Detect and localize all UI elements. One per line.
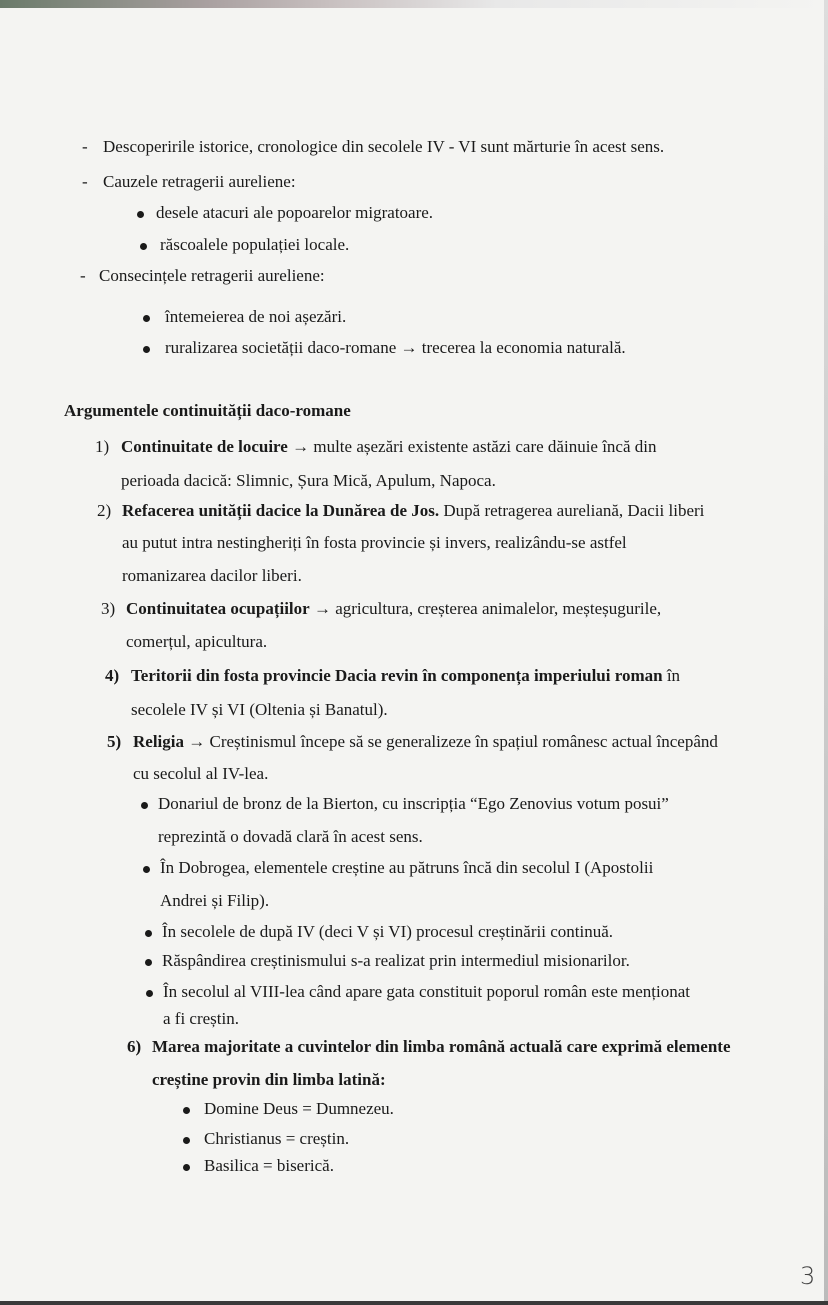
argument-cont: secolele IV și VI (Oltenia și Banatul). [131,700,388,719]
bullet-icon [183,1137,190,1144]
bullet-icon [140,243,147,250]
latin-word: Domine Deus = Dumnezeu. [204,1099,394,1118]
bullet-icon [143,346,150,353]
intro-bullet: întemeierea de noi așezări. [165,307,347,326]
argument-item [131,666,680,686]
scan-right-edge [824,0,828,1305]
bullet-icon [137,211,144,218]
argument-item [152,1037,731,1057]
argument-cont: creștine provin din limba latină: [152,1070,386,1089]
argument-title: Continuitate de locuire [121,437,288,456]
arg-number: 6) [127,1037,142,1056]
arg-number: 1) [95,437,110,456]
religion-bullet: În Dobrogea, elementele creștine au pătruns încă din secolul I (Apostolii [160,858,654,877]
argument-text: → multe așezări existente astăzi care dăinuie încă din [287,437,657,456]
dash-marker: - [82,172,88,191]
argument-item [126,599,661,619]
intro-bullet: ruralizarea societății daco-romane → trecerea la economia naturală. [165,338,626,357]
argument-title: Continuitatea ocupațiilor [126,599,310,618]
arg-number: 4) [105,666,120,685]
argument-title: Marea majoritate a cuvintelor din limba română actuală care exprimă elemente [152,1037,731,1056]
intro-line: Cauzele retragerii aureliene: [103,172,296,191]
religion-bullet: În secolele de după IV (deci V și VI) procesul creștinării continuă. [162,922,613,941]
argument-title: Refacerea unității dacice la Dunărea de Jos. [122,501,440,520]
argument-item [122,501,704,521]
arg-number: 2) [97,501,112,520]
intro-line: Descoperirile istorice, cronologice din secolele IV - VI sunt mărturie în acest sens. [103,137,665,156]
argument-item [133,732,718,752]
religion-bullet: Donariul de bronz de la Bierton, cu inscripția “Ego Zenovius votum posui” [158,794,669,813]
scan-bottom-edge [0,1301,828,1305]
intro-bullet: răscoalele populației locale. [160,235,350,254]
bullet-icon [141,802,148,809]
religion-bullet-cont: reprezintă o dovadă clară în acest sens. [158,827,423,846]
argument-cont: au putut intra nestingheriți în fosta provincie și invers, realizându-se astfel [122,533,627,552]
argument-title: Teritorii din fosta provincie Dacia revin în componența imperiului roman [131,666,663,685]
religion-bullet-cont: Andrei și Filip). [160,891,270,910]
argument-text: în [662,666,681,685]
arg-number: 3) [101,599,116,618]
bullet-icon [143,866,150,873]
argument-item [121,437,657,457]
arg-number: 5) [107,732,122,751]
religion-bullet: Răspândirea creștinismului s-a realizat prin intermediul misionarilor. [162,951,630,970]
latin-word: Basilica = biserică. [204,1156,334,1175]
argument-cont: comerțul, apicultura. [126,632,268,651]
intro-line: Consecințele retragerii aureliene: [99,266,325,285]
scan-top-edge [0,0,828,8]
argument-cont: cu secolul al IV-lea. [133,764,269,783]
bullet-icon [183,1107,190,1114]
argument-text: → Creștinismul începe să se generalizeze în spațiul românesc actual începând [184,732,718,751]
dash-marker: - [82,137,88,156]
bullet-icon [145,930,152,937]
argument-text: → agricultura, creșterea animalelor, meșteșugurile, [309,599,662,618]
argument-title: Religia [133,732,184,751]
intro-bullet: desele atacuri ale popoarelor migratoare. [156,203,434,222]
page-number: 3 [800,1262,816,1290]
argument-cont: perioada dacică: Slimnic, Șura Mică, Apulum, Napoca. [121,471,496,490]
argument-text: După retragerea aureliană, Dacii liberi [439,501,705,520]
religion-bullet-cont: a fi creștin. [163,1009,239,1028]
latin-word: Christianus = creștin. [204,1129,350,1148]
bullet-icon [146,990,153,997]
bullet-icon [183,1164,190,1171]
argument-cont: romanizarea dacilor liberi. [122,566,302,585]
section-heading: Argumentele continuității daco-romane [64,401,351,420]
bullet-icon [145,959,152,966]
dash-marker: - [80,266,86,285]
religion-bullet: În secolul al VIII-lea când apare gata constituit poporul român este menționat [163,982,690,1001]
bullet-icon [143,315,150,322]
